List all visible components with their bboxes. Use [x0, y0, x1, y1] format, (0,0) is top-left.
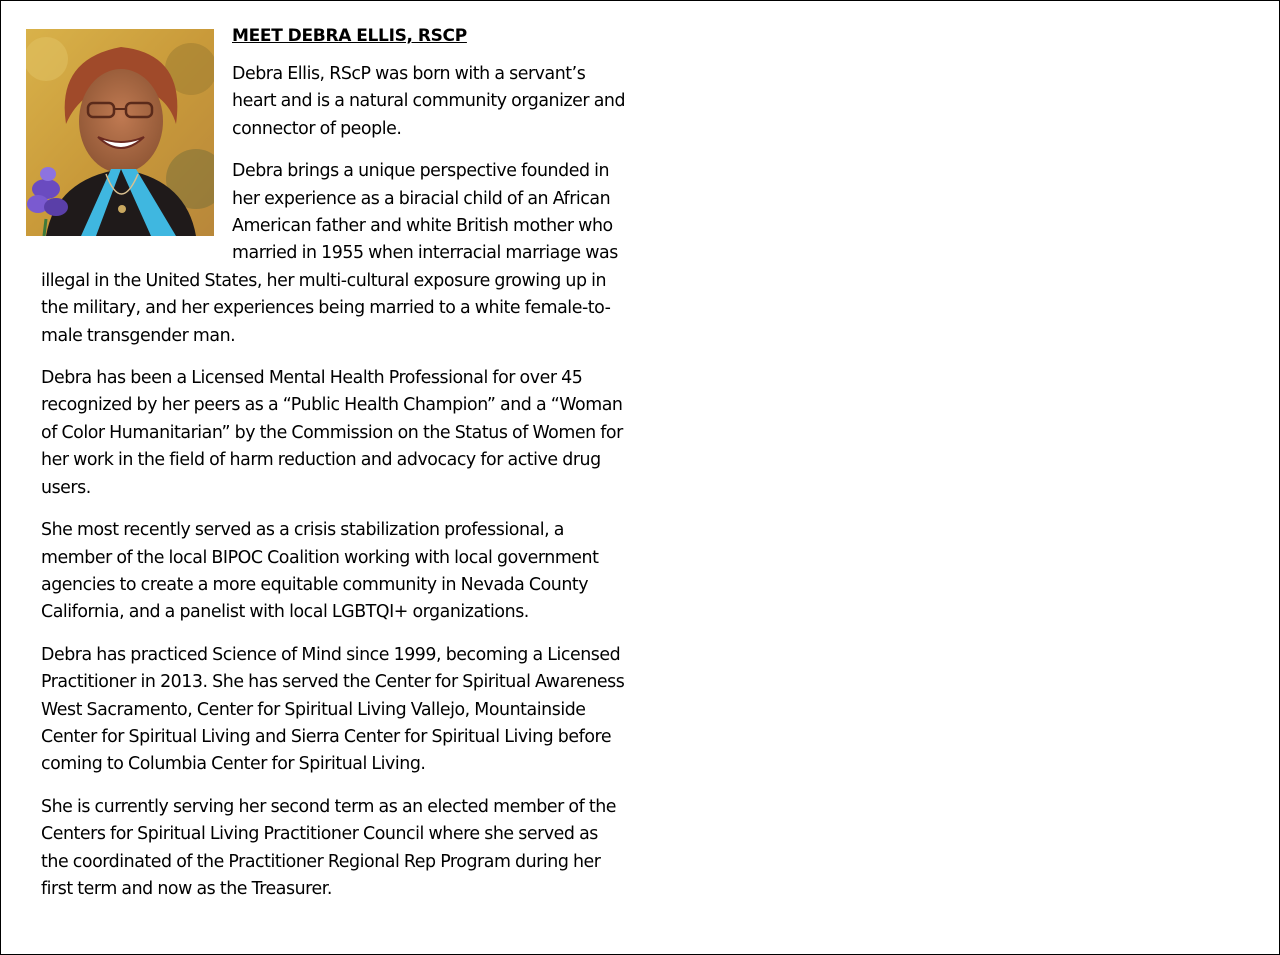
article [41, 23, 627, 918]
paragraph-4: She most recently served as a crisis stabilization professional, a member of the local BIPOC Coalition working with local government agencies to create a more equitable community in Nevada County California, and a panelist with local LGBTQI+ organizations. [41, 520, 599, 623]
paragraph-1: Debra Ellis, RScP was born with a servant’s heart and is a natural community organizer and connector of people. [232, 64, 626, 139]
portrait-photo [26, 29, 214, 236]
paragraph-6: She is currently serving her second term as an elected member of the Centers for Spiritual Living Practitioner Council where she served as the coordinated of the Practitioner Regional Rep Program during her first term and now as the Treasurer. [41, 796, 617, 899]
paragraph-2: Debra brings a unique perspective founded in her experience as a biracial child of an African American father and white British mother who married in 1955 when interracial marriage was illegal in the United States, her multi-cultural exposure growing up in the military, and her experiences being married to a white female-to-male transgender man. [41, 161, 618, 346]
paragraph-3: Debra has been a Licensed Mental Health Professional for over 45 recognized by her peers as a “Public Health Champion” and a “Woman of Color Humanitarian” by the Commission on the Status of Women for her work in the field of harm reduction and advocacy for active drug users. [41, 368, 623, 498]
article-title: MEET DEBRA ELLIS, RSCP [232, 26, 467, 46]
paragraph-5: Debra has practiced Science of Mind since 1999, becoming a Licensed Practitioner in 2013. She has served the Center for Spiritual Awareness West Sacramento, Center for Spiritual Living Vallejo, Mountainside Center for Spiritual Living and Sierra Center for Spiritual Living before coming to Columbia Center for Spiritual Living. [41, 644, 625, 775]
